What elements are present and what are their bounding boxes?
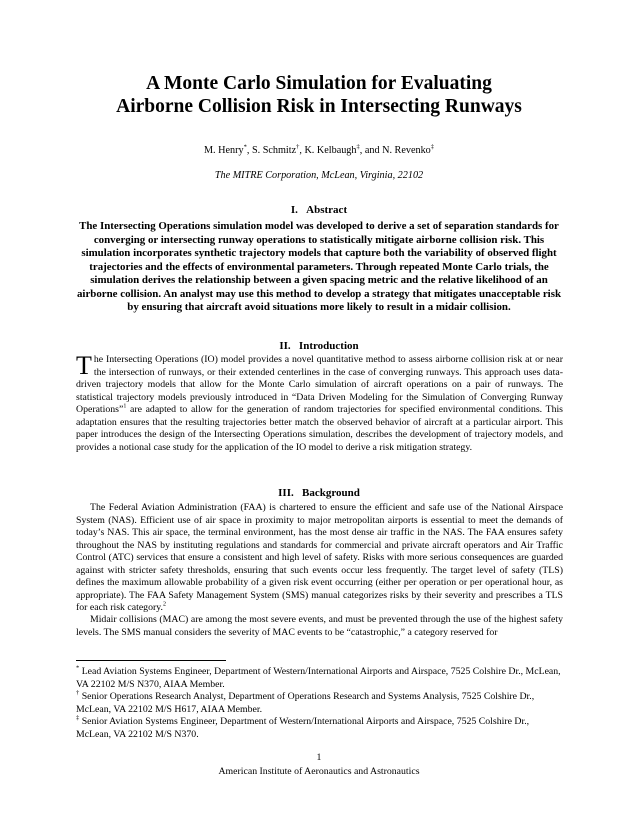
footnote-mark: * <box>76 664 80 672</box>
background-paragraph-1 <box>76 502 563 615</box>
abstract-heading: I. Abstract <box>290 204 348 216</box>
title-line-2: Airborne Collision Risk in Intersecting Runways <box>116 96 522 117</box>
title-line-1: A Monte Carlo Simulation for Evaluating <box>146 73 492 94</box>
author-separator: , <box>246 145 252 156</box>
author-name: M. Henry <box>203 145 244 156</box>
author-name: K. Kelbaugh <box>304 145 357 156</box>
background-text: Midair collisions (MAC) are among the most severe events, and must be prevented through the use of the highest safety levels. The SMS manual considers the severity of MAC events to be “catastrophic,” a category reserved for <box>76 614 563 638</box>
footnote-text: Lead Aviation Systems Engineer, Department of Western/International Airports and Airspace, 7525 Colshire Dr., McLean, VA 22102 M/S N370, AIAA Member. <box>76 666 561 690</box>
footnote-mark: † <box>76 689 80 697</box>
footnote-2 <box>76 691 563 716</box>
introduction-text-a: he Intersecting Operations (IO) model provides a novel quantitative method to assess airborne collision risk at or near the intersection of runways, or their extended centerlines in the case of converging runways. This approach uses data-driven trajectory models that allow for the Monte Carlo simulation of aircraft operations on a pair of runways. The statistical trajectory models previously introduced in “Data Driven Modeling for the Simulation of Converging Runway Operations” <box>76 354 563 416</box>
footnote-mark: ‡ <box>76 714 80 722</box>
introduction-paragraph <box>76 351 563 454</box>
affiliation: The MITRE Corporation, McLean, Virginia, 22102 <box>214 170 424 181</box>
author-list <box>0 145 638 157</box>
author-separator: , and <box>359 145 383 156</box>
footnote-1 <box>76 666 563 691</box>
author-separator: , <box>299 145 305 156</box>
author-name: N. Revenko <box>382 145 431 156</box>
footnote-3 <box>76 716 563 741</box>
author-footnote-mark: ‡ <box>356 143 360 151</box>
page-footer: American Institute of Aeronautics and Astronautics <box>218 766 420 777</box>
footnote-divider <box>76 660 226 661</box>
citation-ref: 2 <box>162 602 166 609</box>
footnote-text: Senior Aviation Systems Engineer, Department of Western/International Airports and Airspace, 7525 Colshire Dr., McLean, VA 22102 M/S N370. <box>76 716 530 740</box>
paper-title <box>60 72 578 118</box>
citation-ref: 1 <box>123 403 127 410</box>
introduction-heading: II. Introduction <box>279 340 359 352</box>
author-footnote-mark: † <box>296 143 300 151</box>
introduction-text-b: are adapted to allow for the generation of random trajectories for specified environmental conditions. This adaptation ensures that the resulting trajectories better match the observed behavior of aircraft at a particular airport. This paper introduces the design of the Intersecting Operations simulation, describes the development of trajectory models, and provides a notional case study for the application of the IO model to derive a risk mitigation strategy. <box>76 404 563 453</box>
background-text: The Federal Aviation Administration (FAA) is chartered to ensure the efficient and safe use of the National Airspace System (NAS). Efficient use of air space in proximity to major metropolitan airports is essential to meet the demands of today’s NAS. This air space, the terminal environment, has the most dense air traffic in the NAS. The FAA ensures safety throughout the NAS by instituting regulations and standards for commercial and private aircraft operators and Air Traffic Control (ATC) services that ensure a consistent and high level of safety. Risks with more serious consequences are guarded against with stricter safety thresholds, ensuring that such events occur less frequently. The target level of safety (TLS) defines the maximum allowable probability of a given risk event occurring (either per operation or per operational hour, as appropriate). The FAA Safety Management System (SMS) manual categorizes risks by their severity and prescribes a TLS for each risk category. <box>76 502 563 614</box>
drop-cap: T <box>76 351 92 380</box>
author-footnote-mark: * <box>243 143 247 151</box>
footnote-text: Senior Operations Research Analyst, Department of Operations Research and Systems Analysis, 7525 Colshire Dr., McLean, VA 22102 M/S H617, AIAA Member. <box>76 691 535 715</box>
background-heading: III. Background <box>278 487 360 499</box>
page-number: 1 <box>316 752 322 763</box>
background-paragraph-2 <box>76 614 563 639</box>
author-name: S. Schmitz <box>251 145 297 156</box>
abstract-text: The Intersecting Operations simulation model was developed to derive a set of separation standards for converging or intersecting runway operations to statistically mitigate airborne collision risk. This simulation incorporates synthetic trajectory models that capture both the variability of observed flight trajectories and the effects of environmental parameters. Through repeated Monte Carlo trials, the simulation derives the relationship between a given spacing metric and the relative likelihood of an airborne collision. An analyst may use this method to develop a strategy that mitigates unacceptable risk by ensuring that aircraft avoid situations more likely to result in a midair collision. <box>76 220 562 313</box>
author-footnote-mark: ‡ <box>430 143 435 151</box>
